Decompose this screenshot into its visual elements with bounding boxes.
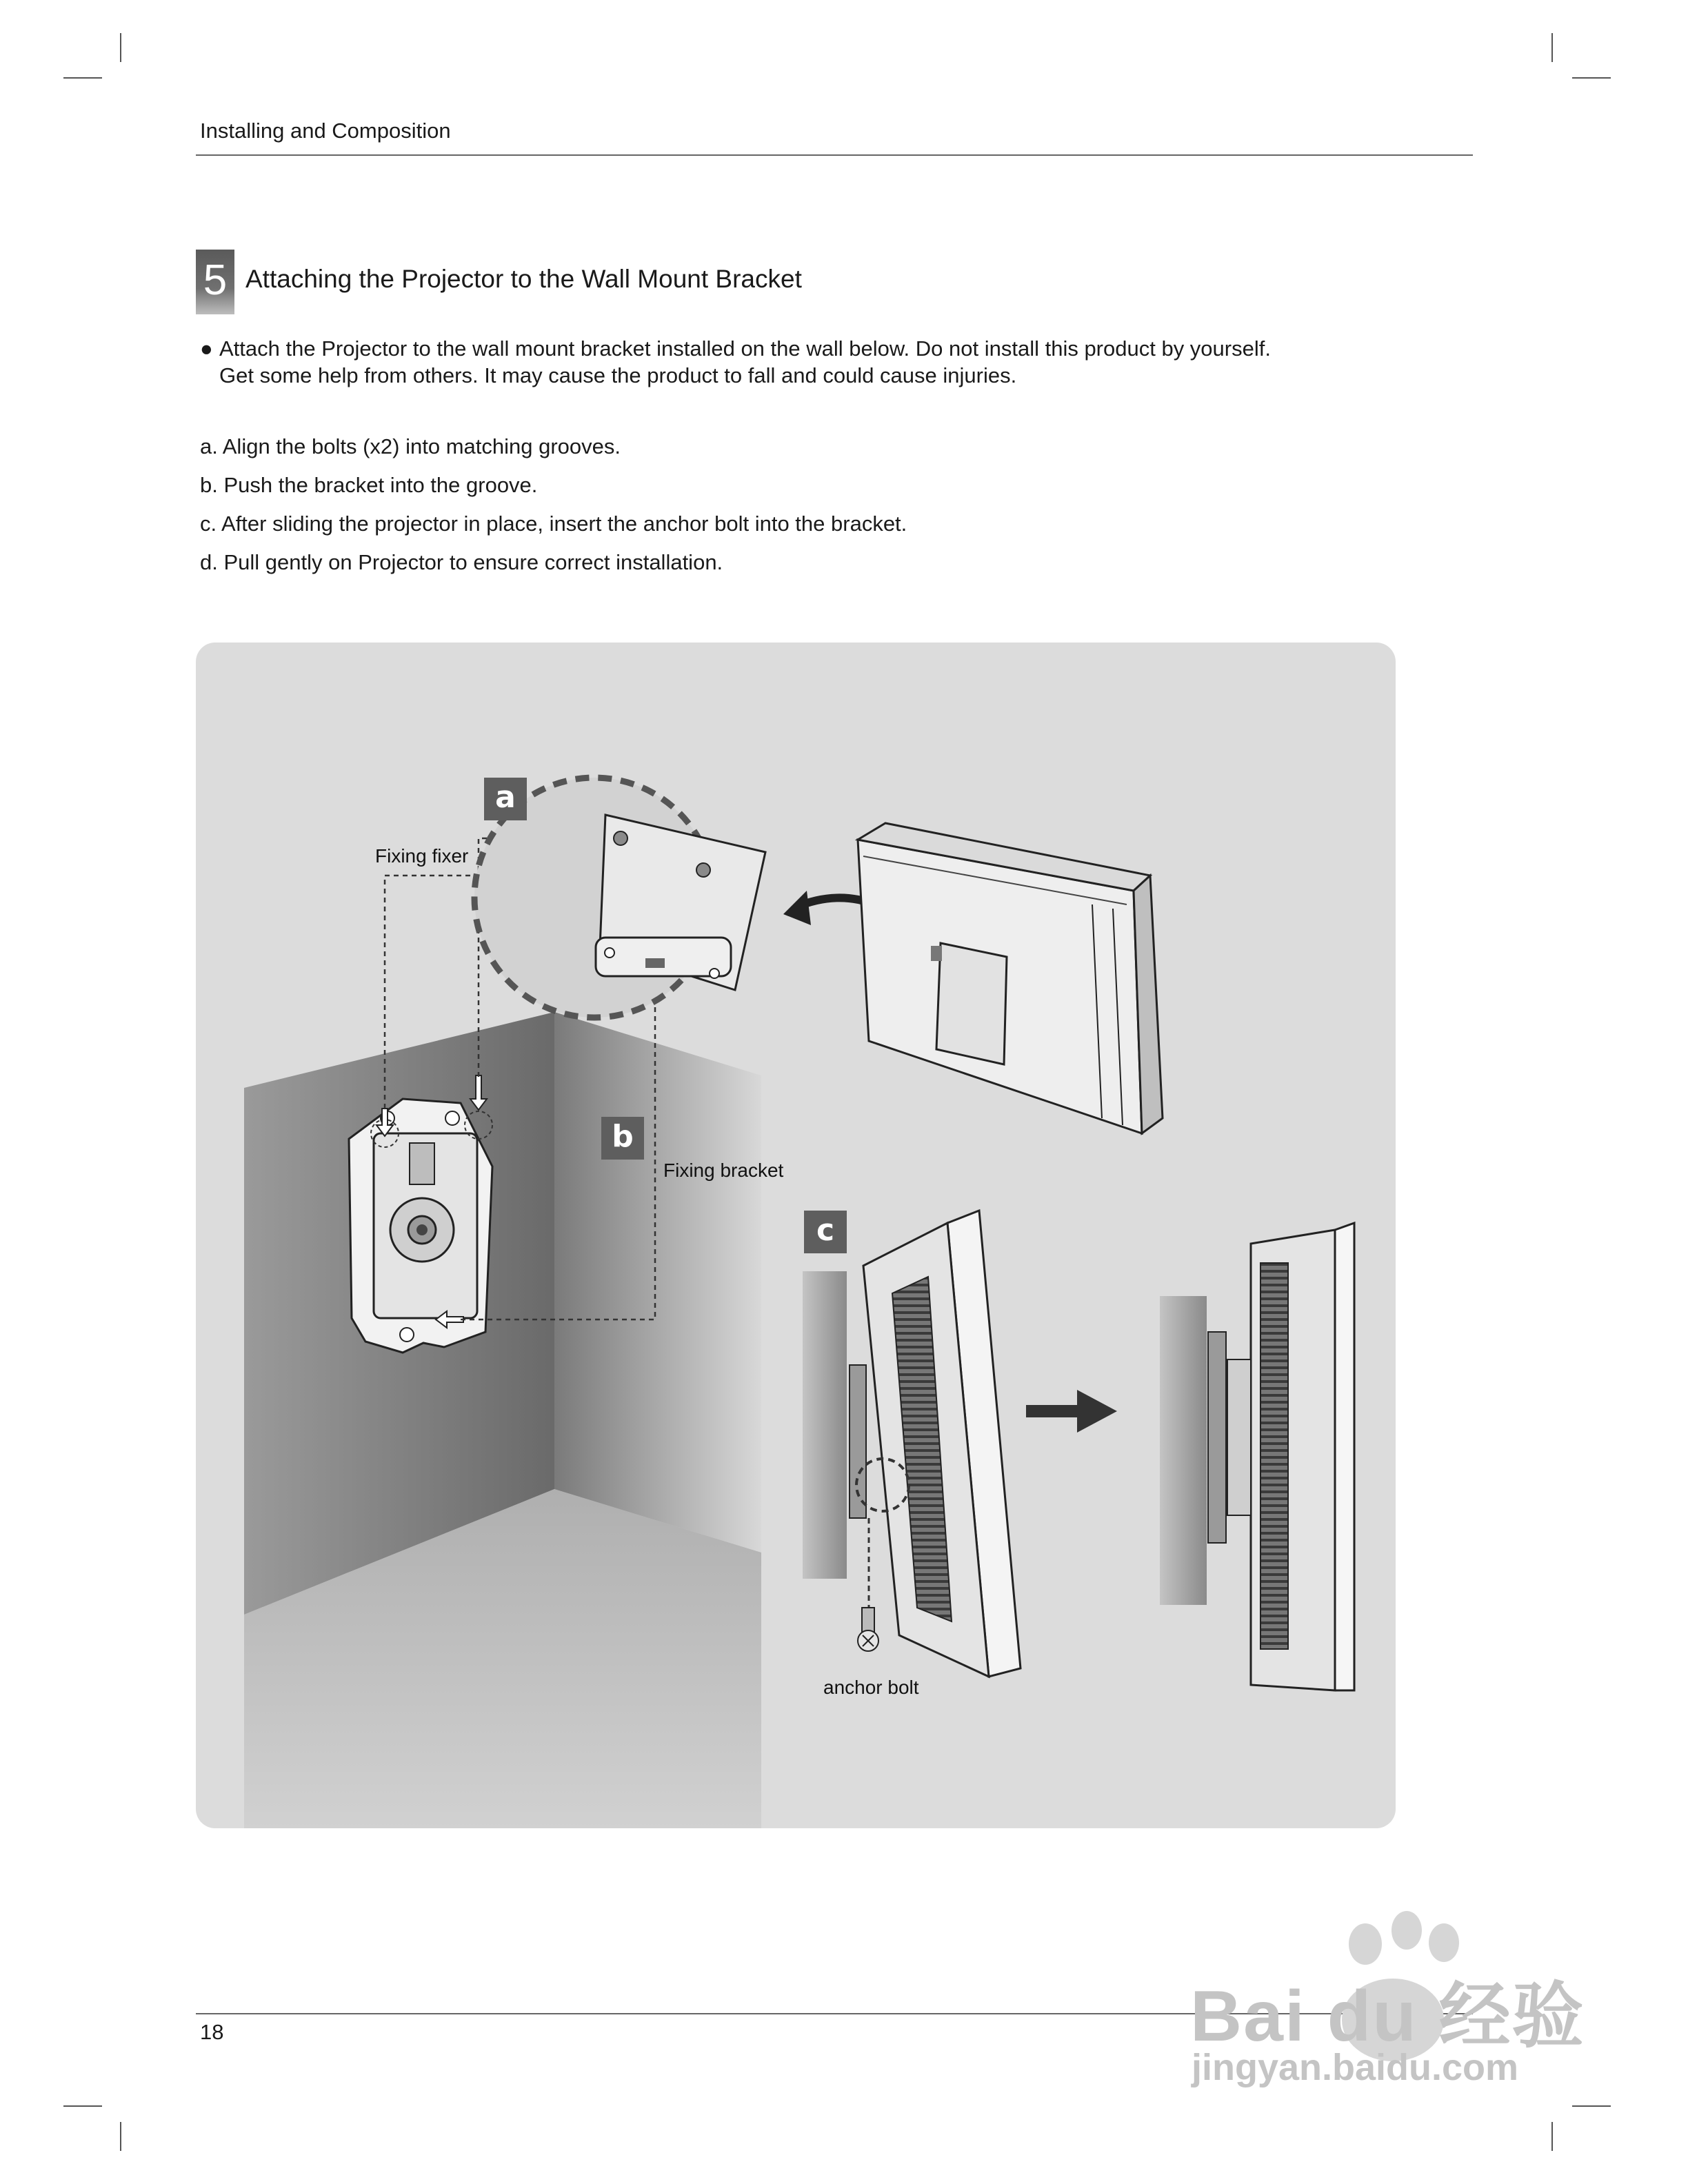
section-number: 5 xyxy=(196,250,234,314)
direction-arrow-icon xyxy=(1026,1405,1083,1417)
step-badge-a: a xyxy=(484,778,527,820)
crop-mark xyxy=(120,33,121,62)
step-list xyxy=(200,433,907,587)
label-fixing-bracket: Fixing bracket xyxy=(663,1160,784,1181)
crop-mark xyxy=(1572,2105,1611,2107)
crop-mark xyxy=(63,77,102,79)
safety-note xyxy=(200,335,1271,389)
arrow-head-icon xyxy=(783,891,811,925)
crop-mark xyxy=(120,2122,121,2151)
note-line: Get some help from others. It may cause the product to fall and could cause injuries. xyxy=(219,363,1017,387)
step-badge-c: c xyxy=(804,1211,847,1253)
step-a: a. Align the bolts (x2) into matching grooves. xyxy=(200,434,621,458)
crop-mark xyxy=(1551,33,1553,62)
header-rule xyxy=(196,154,1473,156)
step-b: b. Push the bracket into the groove. xyxy=(200,473,538,497)
watermark-url: jingyan.baidu.com xyxy=(1192,2047,1519,2088)
bullet-icon: ● xyxy=(200,336,213,361)
wall-corner xyxy=(244,1012,761,1828)
installation-diagram xyxy=(196,643,1396,1828)
section-title: Attaching the Projector to the Wall Mount Bracket xyxy=(245,265,802,293)
label-anchor-bolt: anchor bolt xyxy=(823,1677,919,1698)
page-number: 18 xyxy=(200,2020,224,2044)
step-d: d. Pull gently on Projector to ensure correct installation. xyxy=(200,550,723,574)
illustration-panel xyxy=(196,643,1396,1828)
crop-mark xyxy=(1551,2122,1553,2151)
note-line: Attach the Projector to the wall mount bracket installed on the wall below. Do not install this product by yourself. xyxy=(219,336,1271,361)
projector-back-view xyxy=(858,823,1163,1133)
projector-side-view-after xyxy=(1160,1223,1354,1690)
running-header: Installing and Composition xyxy=(200,119,451,143)
watermark-brand: Bai du 经验 xyxy=(1190,1976,1585,2056)
crop-mark xyxy=(63,2105,102,2107)
label-fixing-fixer: Fixing fixer xyxy=(375,845,469,867)
baidu-watermark xyxy=(1165,1903,1593,2103)
arrow-head-icon xyxy=(1077,1390,1117,1433)
step-c: c. After sliding the projector in place, insert the anchor bolt into the bracket. xyxy=(200,512,907,536)
step-badge-b: b xyxy=(601,1117,644,1160)
projector-side-view-before xyxy=(803,1211,1021,1677)
crop-mark xyxy=(1572,77,1611,79)
